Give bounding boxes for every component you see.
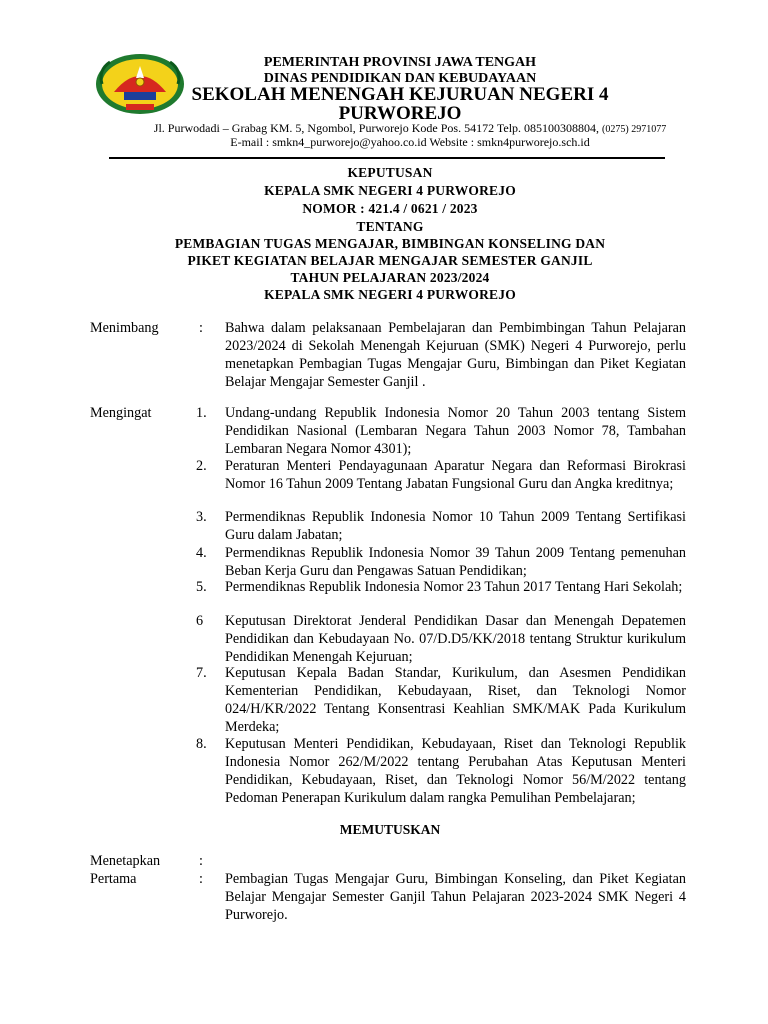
letterhead-divider (109, 157, 665, 159)
mengingat-item-number: 8. (196, 736, 207, 752)
mengingat-item-text: Permendiknas Republik Indonesia Nomor 39 Tahun 2009 Tentang pemenuhan Beban Kerja Guru dan Pengawas Satuan Pendidikan; (225, 545, 686, 579)
mengingat-item-number: 7. (196, 665, 207, 681)
doc-title-subject-1: PEMBAGIAN TUGAS MENGAJAR, BIMBINGAN KONSELING DAN (174, 236, 606, 251)
menetapkan-label: Menetapkan (90, 853, 161, 869)
pertama-text: Pembagian Tugas Mengajar Guru, Bimbingan Konseling, dan Piket Kegiatan Belajar Mengajar Semester Ganjil Tahun Pelajaran 2023-2024 SMK Negeri 4 Purworejo. (225, 871, 686, 923)
mengingat-item-number: 4. (196, 545, 207, 561)
doc-title-year: TAHUN PELAJARAN 2023/2024 (290, 270, 490, 285)
mengingat-label: Mengingat (90, 405, 152, 421)
mengingat-item-text: Keputusan Menteri Pendidikan, Kebudayaan, Riset dan Teknologi Republik Indonesia Nomor 262/M/2022 tentang Perubahan Atas Keputusan Menteri Pendidikan, Kebudayaan, Riset, dan Teknologi Nomor 56/M/2022 tentang Pedoman Penerapan Kurikulum dalam rangka Pemulihan Pembelajaran; (225, 736, 686, 806)
mengingat-item-text: Permendiknas Republik Indonesia Nomor 10 Tahun 2009 Tentang Sertifikasi Guru dalam Jabatan; (225, 509, 686, 543)
menimbang-text: Bahwa dalam pelaksanaan Pembelajaran dan Pembimbingan Tahun Pelajaran 2023/2024 di Sekolah Menengah Kejuruan (SMK) Negeri 4 Purworejo, perlu menetapkan Pembagian Tugas Mengajar Guru, Bimbingan dan Piket Kegiatan Belajar Mengajar Semester Ganjil . (225, 320, 686, 390)
mengingat-item-number: 2. (196, 458, 207, 474)
doc-title-signer: KEPALA SMK NEGERI 4 PURWOREJO (264, 287, 516, 302)
mengingat-item-number: 1. (196, 405, 207, 421)
doc-title-tentang: TENTANG (356, 219, 424, 234)
menetapkan-colon: : (199, 853, 203, 869)
letterhead-email-website: E-mail : smkn4_purworejo@yahoo.co.id Website : smkn4purworejo.sch.id (230, 135, 590, 149)
doc-title-keputusan: KEPUTUSAN (347, 165, 433, 180)
letterhead-department: DINAS PENDIDIKAN DAN KEBUDAYAAN (263, 71, 537, 86)
mengingat-item-number: 6 (196, 613, 204, 629)
mengingat-item-number: 5. (196, 579, 207, 595)
mengingat-item-text: Undang-undang Republik Indonesia Nomor 20 Tahun 2003 tentang Sistem Pendidikan Nasional (Lembaran Negara Tahun 2003 Nomor 78, Tambahan Lembaran Negara Nomor 4301); (225, 405, 686, 457)
doc-title-issuer: KEPALA SMK NEGERI 4 PURWOREJO (264, 183, 516, 198)
address-phone2: (0275) 2971077 (602, 124, 667, 135)
letterhead-school-name: SEKOLAH MENENGAH KEJURUAN NEGERI 4 (191, 84, 609, 105)
letterhead-city: PURWOREJO (338, 103, 462, 124)
pertama-label: Pertama (90, 871, 137, 887)
letterhead-government: PEMERINTAH PROVINSI JAWA TENGAH (263, 55, 537, 70)
memutuskan-heading: MEMUTUSKAN (339, 822, 441, 837)
pertama-colon: : (199, 871, 203, 887)
address-text: Jl. Purwodadi – Grabag KM. 5, Ngombol, Purworejo Kode Pos. 54172 Telp. 085100308804, (153, 121, 600, 135)
mengingat-item-number: 3. (196, 509, 207, 525)
menimbang-colon: : (199, 320, 203, 336)
doc-title-subject-2: PIKET KEGIATAN BELAJAR MENGAJAR SEMESTER GANJIL (187, 253, 593, 268)
mengingat-item-text: Permendiknas Republik Indonesia Nomor 23 Tahun 2017 Tentang Hari Sekolah; (225, 579, 683, 595)
mengingat-item-text: Peraturan Menteri Pendayagunaan Aparatur Negara dan Reformasi Birokrasi Nomor 16 Tahun 2009 Tentang Jabatan Fungsional Guru dan Angka kreditnya; (225, 458, 686, 492)
doc-title-number: NOMOR : 421.4 / 0621 / 2023 (302, 201, 478, 216)
mengingat-item-text: Keputusan Direktorat Jenderal Pendidikan Dasar dan Menengah Depatemen Pendidikan dan Kebudayaan No. 07/D.D5/KK/2018 tentang Struktur kurikulum Pendidikan Menengah Kejuruan; (225, 613, 686, 665)
menimbang-label: Menimbang (90, 320, 159, 336)
mengingat-item-text: Keputusan Kepala Badan Standar, Kurikulum, dan Asesmen Pendidikan Kementerian Pendidikan, Kebudayaan, Riset, dan Teknologi Nomor 024/H/KR/2022 Tentang Konsentrasi Keahlian SMK/MAK Pada Kurikulum Merdeka; (225, 665, 686, 735)
